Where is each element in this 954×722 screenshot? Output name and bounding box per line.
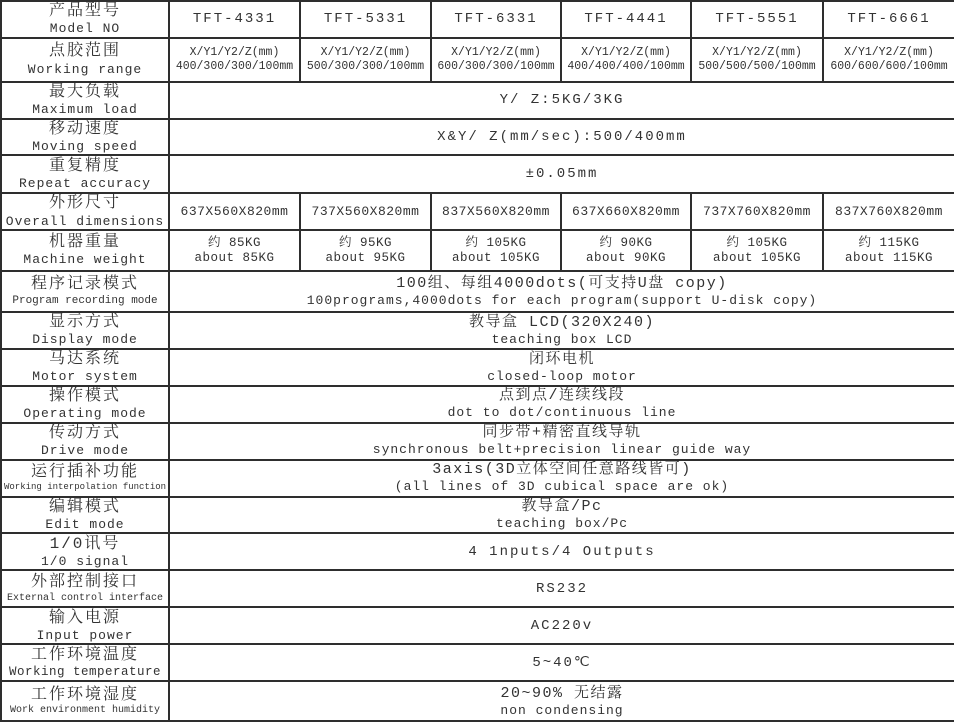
cell-line: 约 95KG bbox=[338, 235, 392, 250]
label-zh: 传动方式 bbox=[48, 423, 121, 442]
label-en: Maximum load bbox=[32, 101, 138, 117]
label-en: Machine weight bbox=[23, 252, 147, 268]
row-label-overall-dimensions bbox=[1, 193, 169, 230]
row-label-drive-mode bbox=[1, 423, 169, 460]
value-line-zh: 教导盒/Pc bbox=[521, 498, 603, 516]
value-line-zh: 100组、每组4000dots(可支持U盘 copy) bbox=[396, 274, 728, 292]
cell-dim-4: 637X660X820mm bbox=[561, 193, 691, 230]
cell-dim-5: 737X760X820mm bbox=[691, 193, 823, 230]
cell-motor-system bbox=[169, 349, 954, 386]
label-zh: 外形尺寸 bbox=[48, 194, 121, 213]
label-en: Program recording mode bbox=[12, 294, 158, 307]
cell-line: X/Y1/Y2/Z(mm) bbox=[451, 45, 541, 59]
cell-working-interpolation-function bbox=[169, 460, 954, 497]
row-working-range bbox=[1, 38, 954, 82]
cell-dim-2: 737X560X820mm bbox=[300, 193, 431, 230]
cell-line: 约 105KG bbox=[726, 235, 788, 250]
row-label-working-range bbox=[1, 38, 169, 82]
cell-working-temperature: 5~40℃ bbox=[169, 644, 954, 681]
cell-model-5: TFT-5551 bbox=[691, 1, 823, 38]
cell-range-3 bbox=[431, 38, 561, 82]
cell-line: X/Y1/Y2/Z(mm) bbox=[712, 45, 802, 59]
value-line-en: teaching box LCD bbox=[491, 331, 633, 347]
cell-line: 约 85KG bbox=[207, 235, 261, 250]
cell-range-5 bbox=[691, 38, 823, 82]
value-line-en: (all lines of 3D cubical space are ok) bbox=[394, 479, 730, 495]
cell-weight-6 bbox=[823, 230, 954, 271]
row-label-display-mode bbox=[1, 312, 169, 349]
row-external-control-interface bbox=[1, 570, 954, 607]
label-en: Repeat accuracy bbox=[18, 176, 152, 192]
label-en: Edit mode bbox=[45, 516, 125, 532]
cell-dim-3: 837X560X820mm bbox=[431, 193, 561, 230]
value-line-zh: 同步带+精密直线导轨 bbox=[482, 424, 642, 442]
cell-line: 约 115KG bbox=[858, 235, 920, 250]
value-line-en: teaching box/Pc bbox=[495, 516, 629, 532]
cell-edit-mode bbox=[169, 497, 954, 534]
cell-range-4 bbox=[561, 38, 691, 82]
row-label-edit-mode bbox=[1, 497, 169, 534]
cell-input-power: AC220v bbox=[169, 607, 954, 644]
cell-weight-3 bbox=[431, 230, 561, 271]
cell-line: X/Y1/Y2/Z(mm) bbox=[189, 45, 280, 59]
cell-range-6 bbox=[823, 38, 954, 82]
value-line-en: dot to dot/continuous line bbox=[447, 405, 677, 421]
row-label-machine-weight bbox=[1, 230, 169, 271]
cell-external-control-interface: RS232 bbox=[169, 570, 954, 607]
row-motor-system bbox=[1, 349, 954, 386]
label-en: Working interpolation function bbox=[4, 482, 167, 493]
row-maximum-load bbox=[1, 82, 954, 119]
cell-weight-2 bbox=[300, 230, 431, 271]
cell-line: about 90KG bbox=[585, 250, 666, 265]
label-zh: 点胶范围 bbox=[48, 42, 121, 61]
label-en: Model NO bbox=[49, 21, 121, 37]
cell-display-mode bbox=[169, 312, 954, 349]
cell-operating-mode bbox=[169, 386, 954, 423]
cell-moving-speed: X&Y/ Z(mm/sec):500/400mm bbox=[169, 119, 954, 156]
row-edit-mode bbox=[1, 497, 954, 534]
cell-model-3: TFT-6331 bbox=[431, 1, 561, 38]
label-zh: 移动速度 bbox=[48, 119, 121, 138]
label-zh: 最大负载 bbox=[48, 82, 121, 101]
row-repeat-accuracy bbox=[1, 155, 954, 193]
label-zh: 编辑模式 bbox=[48, 497, 121, 516]
cell-line: 约 105KG bbox=[465, 235, 527, 250]
cell-line: X/Y1/Y2/Z(mm) bbox=[320, 45, 411, 59]
row-program-recording-mode bbox=[1, 271, 954, 312]
cell-line: 500/500/500/100mm bbox=[698, 59, 816, 73]
cell-line: X/Y1/Y2/Z(mm) bbox=[844, 45, 934, 59]
cell-dim-6: 837X760X820mm bbox=[823, 193, 954, 230]
value-line-zh: 闭环电机 bbox=[528, 350, 595, 368]
row-working-interpolation-function bbox=[1, 460, 954, 497]
cell-model-1: TFT-4331 bbox=[169, 1, 300, 38]
cell-line: X/Y1/Y2/Z(mm) bbox=[581, 45, 671, 59]
cell-dim-1: 637X560X820mm bbox=[169, 193, 300, 230]
row-label-working-temperature bbox=[1, 644, 169, 681]
label-zh: 机器重量 bbox=[48, 233, 121, 252]
cell-line: about 105KG bbox=[712, 250, 801, 265]
label-en: Overall dimensions bbox=[5, 213, 165, 229]
label-en: Operating mode bbox=[23, 405, 147, 421]
row-label-moving-speed bbox=[1, 119, 169, 156]
value-line-zh: 教导盒 LCD(320X240) bbox=[468, 313, 656, 331]
cell-line: 400/300/300/100mm bbox=[175, 59, 294, 73]
row-label-operating-mode bbox=[1, 386, 169, 423]
label-en: Drive mode bbox=[40, 442, 129, 458]
label-zh: 程序记录模式 bbox=[30, 275, 139, 294]
row-label-work-environment-humidity bbox=[1, 681, 169, 721]
cell-line: 400/400/400/100mm bbox=[567, 59, 685, 73]
value-line-en: closed-loop motor bbox=[487, 368, 637, 384]
value-line-en: synchronous belt+precision linear guide way bbox=[372, 442, 752, 458]
cell-line: about 95KG bbox=[325, 250, 406, 265]
row-input-power bbox=[1, 607, 954, 644]
row-label-io-signal bbox=[1, 533, 169, 570]
label-zh: 工作环境湿度 bbox=[30, 685, 139, 704]
cell-repeat-accuracy: ±0.05mm bbox=[169, 155, 954, 193]
label-en: Work environment humidity bbox=[9, 705, 161, 717]
cell-line: about 105KG bbox=[451, 250, 540, 265]
label-zh: 外部控制接口 bbox=[30, 573, 139, 592]
row-operating-mode bbox=[1, 386, 954, 423]
row-label-input-power bbox=[1, 607, 169, 644]
row-io-signal bbox=[1, 533, 954, 570]
label-en: External control interface bbox=[6, 592, 164, 604]
label-en: Working range bbox=[27, 61, 143, 77]
label-zh: 操作模式 bbox=[48, 386, 121, 405]
row-display-mode bbox=[1, 312, 954, 349]
cell-line: 500/300/300/100mm bbox=[306, 59, 425, 73]
value-line-zh: 20~90% 无结露 bbox=[500, 684, 624, 702]
cell-weight-5 bbox=[691, 230, 823, 271]
value-line-zh: 点到点/连续线段 bbox=[498, 387, 625, 405]
cell-drive-mode bbox=[169, 423, 954, 460]
row-label-repeat-accuracy bbox=[1, 155, 169, 193]
cell-line: about 85KG bbox=[194, 250, 275, 265]
cell-range-1 bbox=[169, 38, 300, 82]
cell-line: 600/600/600/100mm bbox=[830, 59, 948, 73]
label-zh: 工作环境温度 bbox=[30, 645, 139, 664]
value-line-en: 100programs,4000dots for each program(support U-disk copy) bbox=[306, 292, 818, 308]
row-moving-speed bbox=[1, 119, 954, 156]
label-zh: 显示方式 bbox=[48, 313, 121, 332]
row-overall-dimensions bbox=[1, 193, 954, 230]
cell-maximum-load: Y/ Z:5KG/3KG bbox=[169, 82, 954, 119]
label-zh: 1/0讯号 bbox=[49, 534, 121, 553]
row-label-program-recording-mode bbox=[1, 271, 169, 312]
row-work-environment-humidity bbox=[1, 681, 954, 721]
row-model-no bbox=[1, 1, 954, 38]
label-zh: 重复精度 bbox=[48, 156, 121, 175]
label-en: Moving speed bbox=[32, 138, 138, 154]
label-en: Input power bbox=[36, 627, 134, 643]
label-zh: 输入电源 bbox=[48, 608, 121, 627]
row-label-motor-system bbox=[1, 349, 169, 386]
row-machine-weight bbox=[1, 230, 954, 271]
value-line-zh: 3axis(3D立体空间任意路线皆可) bbox=[432, 461, 692, 479]
cell-line: 600/300/300/100mm bbox=[437, 59, 555, 73]
label-zh: 马达系统 bbox=[48, 349, 121, 368]
label-zh: 运行插补功能 bbox=[30, 463, 139, 482]
cell-work-environment-humidity bbox=[169, 681, 954, 721]
cell-weight-4 bbox=[561, 230, 691, 271]
label-en: Display mode bbox=[32, 332, 138, 348]
cell-model-2: TFT-5331 bbox=[300, 1, 431, 38]
cell-program-recording-mode bbox=[169, 271, 954, 312]
row-label-working-interpolation-function bbox=[1, 460, 169, 497]
label-zh: 产品型号 bbox=[48, 2, 121, 20]
label-en: Motor system bbox=[32, 369, 138, 385]
row-label-maximum-load bbox=[1, 82, 169, 119]
cell-io-signal: 4 1nputs/4 Outputs bbox=[169, 533, 954, 570]
row-label-external-control-interface bbox=[1, 570, 169, 607]
label-en: 1/0 signal bbox=[40, 553, 129, 569]
cell-range-2 bbox=[300, 38, 431, 82]
cell-line: 约 90KG bbox=[599, 235, 653, 250]
row-label-model-no bbox=[1, 1, 169, 38]
cell-line: about 115KG bbox=[844, 250, 933, 265]
cell-weight-1 bbox=[169, 230, 300, 271]
row-drive-mode bbox=[1, 423, 954, 460]
value-line-en: non condensing bbox=[500, 702, 624, 718]
cell-model-4: TFT-4441 bbox=[561, 1, 691, 38]
label-en: Working temperature bbox=[8, 665, 162, 680]
cell-model-6: TFT-6661 bbox=[823, 1, 954, 38]
row-working-temperature bbox=[1, 644, 954, 681]
